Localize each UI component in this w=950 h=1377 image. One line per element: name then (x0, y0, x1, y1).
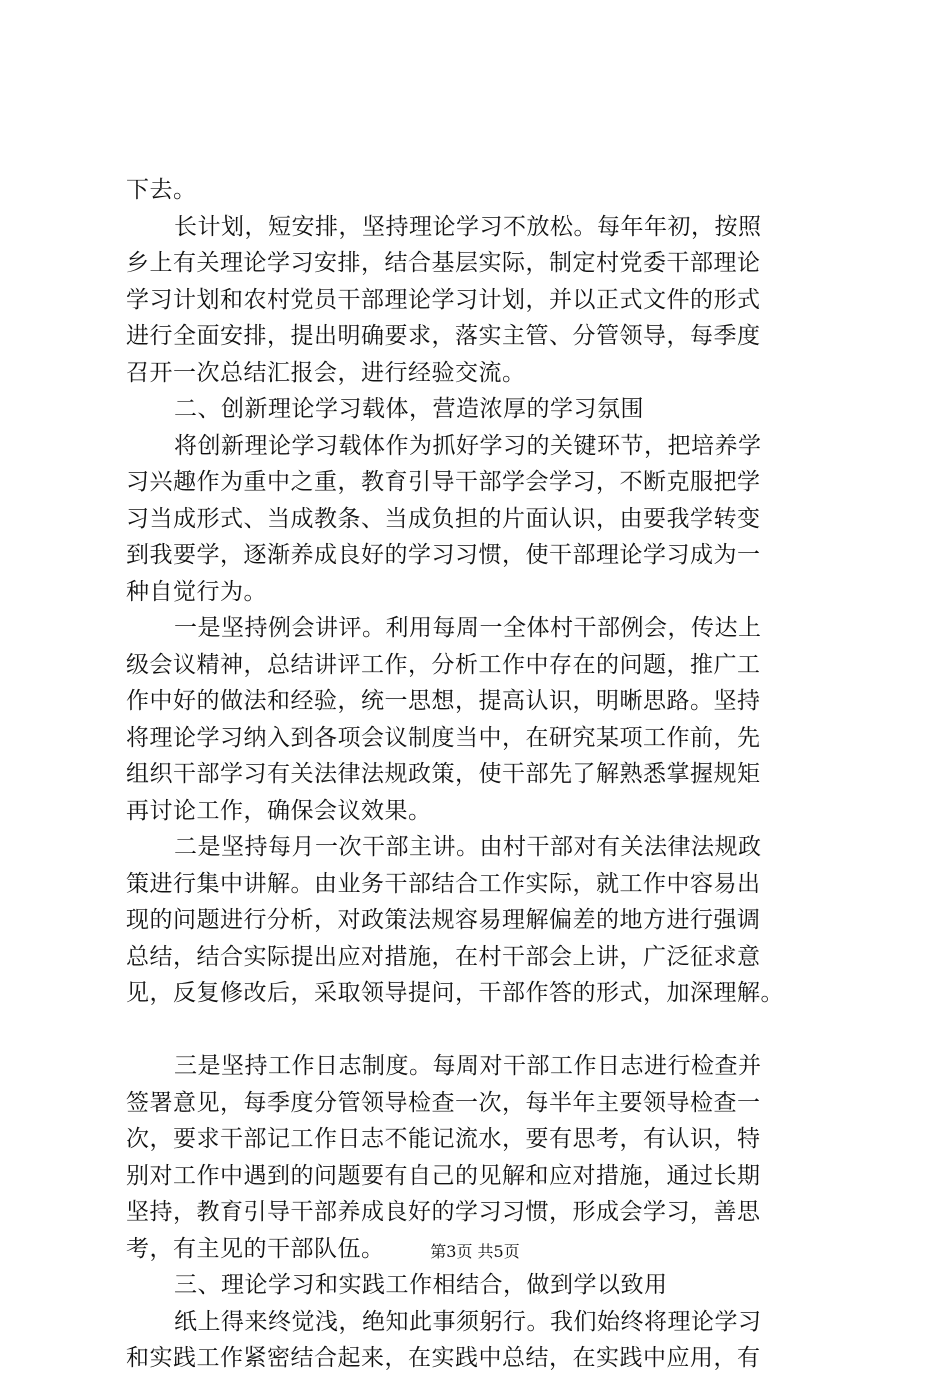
page-number: 第3页 共5页 (430, 1242, 520, 1261)
text-line: 将创新理论学习载体作为抓好学习的关键环节，把培养学 (174, 432, 762, 459)
text-line: 将理论学习纳入到各项会议制度当中，在研究某项工作前，先 (126, 724, 761, 751)
text-line: 考，有主见的干部队伍。 (126, 1235, 385, 1262)
text-line: 学习计划和农村党员干部理论学习计划，并以正式文件的形式 (126, 286, 761, 313)
text-line: 策进行集中讲解。由业务干部结合工作实际，就工作中容易出 (126, 870, 761, 897)
text-line: 现的问题进行分析，对政策法规容易理解偏差的地方进行强调 (126, 907, 761, 933)
section-heading: 二、创新理论学习载体，营造浓厚的学习氛围 (174, 396, 644, 422)
text-line: 召开一次总结汇报会，进行经验交流。 (126, 359, 526, 386)
text-line: 级会议精神，总结讲评工作，分析工作中存在的问题，推广工 (126, 651, 761, 678)
blank-line (126, 1012, 838, 1049)
text-line: 习兴趣作为重中之重，教育引导干部学会学习，不断克服把学 (126, 469, 761, 495)
text-line: 习当成形式、当成教条、当成负担的片面认识，由要我学转变 (126, 505, 761, 532)
section-heading: 三、理论学习和实践工作相结合，做到学以致用 (174, 1272, 668, 1298)
text-line: 长计划，短安排，坚持理论学习不放松。每年年初，按照 (174, 213, 762, 240)
text-line: 种自觉行为。 (126, 578, 267, 605)
text-line: 到我要学，逐渐养成良好的学习习惯，使干部理论学习成为一 (126, 542, 761, 568)
text-line: 和实践工作紧密结合起来，在实践中总结，在实践中应用，有 (126, 1345, 761, 1371)
document-body (126, 172, 838, 1377)
text-line: 见，反复修改后，采取领导提问，干部作答的形式，加深理解。 (126, 980, 784, 1006)
text-line: 别对工作中遇到的问题要有自己的见解和应对措施，通过长期 (126, 1162, 761, 1189)
text-line: 三是坚持工作日志制度。每周对干部工作日志进行检查并 (174, 1053, 762, 1079)
text-line: 总结，结合实际提出应对措施，在村干部会上讲，广泛征求意 (126, 943, 761, 970)
text-line: 下去。 (126, 177, 197, 203)
text-line: 再讨论工作，确保会议效果。 (126, 797, 432, 824)
text-line: 进行全面安排，提出明确要求，落实主管、分管领导，每季度 (126, 323, 761, 349)
text-line: 坚持，教育引导干部养成良好的学习习惯，形成会学习，善思 (126, 1199, 761, 1225)
text-line: 作中好的做法和经验，统一思想，提高认识，明晰思路。坚持 (126, 688, 761, 714)
text-line: 次，要求干部记工作日志不能记流水，要有思考，有认识，特 (126, 1126, 761, 1152)
text-line: 一是坚持例会讲评。利用每周一全体村干部例会，传达上 (174, 615, 762, 641)
text-line: 二是坚持每月一次干部主讲。由村干部对有关法律法规政 (174, 834, 762, 860)
page-footer (0, 1242, 950, 1262)
text-line: 乡上有关理论学习安排，结合基层实际，制定村党委干部理论 (126, 250, 761, 276)
text-line: 纸上得来终觉浅，绝知此事须躬行。我们始终将理论学习 (174, 1308, 762, 1335)
text-line: 签署意见，每季度分管领导检查一次，每半年主要领导检查一 (126, 1089, 761, 1116)
text-line: 组织干部学习有关法律法规政策，使干部先了解熟悉掌握规矩 (126, 761, 761, 787)
